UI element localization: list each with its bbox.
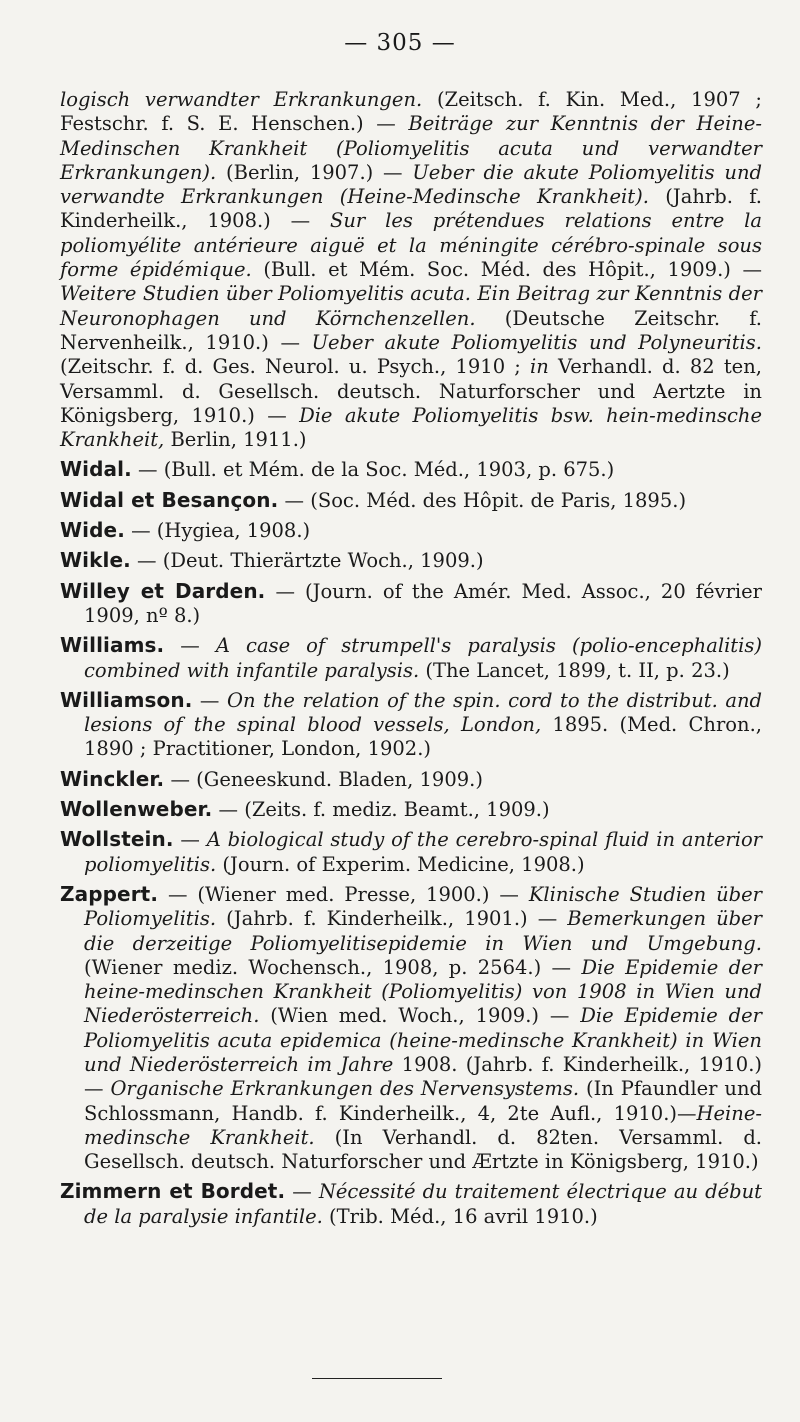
entry-reference: (Wien med. Woch., 1909.) — bbox=[259, 1004, 581, 1028]
bibliography-entry bbox=[60, 797, 762, 822]
entry-reference: (Zeitschr. f. d. Ges. Neurol. u. Psych., 1910 ; bbox=[60, 355, 531, 379]
bibliography-entry bbox=[60, 1179, 762, 1229]
entry-author: Zimmern et Bordet. bbox=[60, 1179, 286, 1204]
entry-author: Wollstein. bbox=[60, 827, 174, 852]
entry-author: Zappert. bbox=[60, 881, 159, 906]
entry-author: Widal. bbox=[60, 457, 132, 482]
entry-reference: — bbox=[285, 1180, 319, 1204]
entry-title: Sur les prétendues relations entre la poliomyélite antérieure aiguë et la méningite cérébro-spinale sous forme épidémique. bbox=[60, 209, 762, 282]
bibliography-entry bbox=[60, 767, 762, 792]
entry-title: Nécessité du traitement électrique au début de la paralysie infantile. bbox=[84, 1180, 762, 1228]
entry-reference: — (Geneeskund. Bladen, 1909.) bbox=[164, 767, 483, 791]
entry-author: Williams. bbox=[60, 633, 165, 658]
entry-reference: — (Soc. Méd. des Hôpit. de Paris, 1895.) bbox=[278, 488, 687, 512]
entry-reference: — bbox=[192, 688, 227, 712]
entry-title: Ueber die akute Poliomyelitis und verwandte Erkrankungen (Heine-Medinsche Krankheit). bbox=[60, 160, 762, 209]
entry-title: Die Epidemie der Poliomyelitis acuta epidemica (heine-medinsche Krankheit) in Wien und Niederösterreich im Jahre bbox=[84, 1004, 762, 1076]
bibliography-entry bbox=[60, 457, 762, 482]
bibliography-entry bbox=[60, 688, 762, 762]
end-rule bbox=[312, 1378, 442, 1379]
page-number: — 305 — bbox=[344, 30, 456, 56]
entry-title: On the relation of the spin. cord to the distribut. and lesions of the spinal blood vessels, London, bbox=[84, 688, 763, 737]
entry-author: Winckler. bbox=[60, 766, 165, 791]
entry-reference: — (Hygiea, 1908.) bbox=[124, 519, 311, 543]
entry-title: Organische Erkrankungen des Nervensystems. bbox=[110, 1077, 580, 1101]
bibliography-list bbox=[60, 88, 762, 1234]
entry-reference: — (Wiener med. Presse, 1900.) — bbox=[158, 882, 529, 906]
entry-reference: (Deutsche Zeitschr. f. Nervenheilk., 1910.) — bbox=[60, 306, 762, 354]
entry-title: in bbox=[530, 355, 549, 379]
entry-reference: (Jahrb. f. Kinderheilk., 1908.) — bbox=[60, 185, 762, 233]
bibliography-entry bbox=[60, 882, 762, 1175]
bibliography-entry bbox=[60, 488, 762, 513]
entry-reference: (Journ. of Experim. Medicine, 1908.) bbox=[216, 852, 585, 876]
entry-title: Ueber akute Poliomyelitis und Polyneuritis. bbox=[311, 330, 762, 354]
entry-title: Heine-medinsche Krankheit. bbox=[84, 1101, 762, 1149]
entry-reference: (Trib. Méd., 16 avril 1910.) bbox=[322, 1204, 598, 1228]
bibliography-entry bbox=[60, 827, 762, 877]
entry-title: Die akute Poliomyelitis bsw. hein-medinsche Krankheit, bbox=[60, 403, 762, 452]
entry-reference: — (Bull. et Mém. de la Soc. Méd., 1903, p. 675.) bbox=[131, 458, 615, 482]
entry-reference: — (Zeits. f. mediz. Beamt., 1909.) bbox=[212, 798, 550, 822]
entry-author: Widal et Besançon. bbox=[60, 487, 279, 512]
entry-reference: — bbox=[164, 634, 216, 658]
entry-reference: (Jahrb. f. Kinderheilk., 1901.) — bbox=[216, 907, 568, 931]
entry-reference: (In Verhandl. d. 82ten. Versamml. d. Gesellsch. deutsch. Naturforscher und Ærtzte in Königsberg, 1910.) bbox=[84, 1125, 763, 1174]
entry-reference: 1895. (Med. Chron., 1890 ; Practitioner, London, 1902.) bbox=[84, 713, 762, 761]
entry-reference: (The Lancet, 1899, t. II, p. 23.) bbox=[419, 658, 730, 682]
entry-reference: (Wiener mediz. Wochensch., 1908, p. 2564.) — bbox=[84, 955, 582, 979]
entry-title: A biological study of the cerebro-spinal fluid in anterior poliomyelitis. bbox=[84, 828, 763, 876]
entry-title: Bemerkungen über die derzeitige Poliomyelitisepidemie in Wien und Umgebung. bbox=[84, 907, 762, 955]
entry-reference: — (Deut. Thierärtzte Woch., 1909.) bbox=[130, 549, 484, 573]
entry-reference: Berlin, 1911.) bbox=[164, 428, 307, 452]
entry-author: Williamson. bbox=[60, 687, 193, 712]
entry-reference: 1908. (Jahrb. f. Kinderheilk., 1910.) — bbox=[84, 1052, 762, 1101]
entry-reference: (Berlin, 1907.) — bbox=[216, 160, 413, 184]
entry-title: A case of strumpell's paralysis (polio-encephalitis) combined with infantile paralysis. bbox=[84, 634, 762, 682]
entry-author: Wollenweber. bbox=[60, 797, 213, 822]
bibliography-entry bbox=[60, 633, 762, 683]
entry-reference: (Zeitsch. f. Kin. Med., 1907 ; Festschr. f. S. E. Henschen.) — bbox=[60, 88, 762, 136]
entry-author: Wikle. bbox=[60, 548, 131, 573]
entry-reference: Verhandl. d. 82 ten, Versamml. d. Gesellsch. deutsch. Naturforscher und Aertzte in Königsberg, 1910.) — bbox=[60, 355, 762, 427]
entry-reference: — bbox=[173, 828, 207, 852]
entry-title: Beiträge zur Kenntnis der Heine-Medinschen Krankheit (Poliomyelitis acuta und verwandter Erkrankungen). bbox=[60, 112, 762, 184]
entry-title: Klinische Studien über Poliomyelitis. bbox=[84, 882, 762, 931]
bibliography-entry bbox=[60, 518, 762, 543]
entry-author: Willey et Darden. bbox=[60, 578, 266, 603]
bibliography-entry bbox=[60, 579, 762, 629]
entry-author: Wide. bbox=[60, 518, 125, 543]
entry-reference: (Bull. et Mém. Soc. Méd. des Hôpit., 1909.) — bbox=[251, 258, 762, 282]
entry-title: logisch verwandter Erkrankungen. bbox=[60, 88, 423, 111]
entry-continued bbox=[60, 88, 762, 452]
entry-reference: — (Journ. of the Amér. Med. Assoc., 20 février 1909, nº 8.) bbox=[84, 579, 762, 627]
bibliography-entry bbox=[60, 548, 762, 573]
entry-title: Die Epidemie der heine-medinschen Krankheit (Poliomyelitis) von 1908 in Wien und Niederösterreich. bbox=[84, 955, 762, 1028]
entry-reference: (In Pfaundler und Schlossmann, Handb. f. Kinderheilk., 4, 2te Aufl., 1910.)— bbox=[84, 1077, 762, 1125]
entry-title: Weitere Studien über Poliomyelitis acuta. Ein Beitrag zur Kenntnis der Neuronophagen und Körnchenzellen. bbox=[60, 282, 762, 330]
